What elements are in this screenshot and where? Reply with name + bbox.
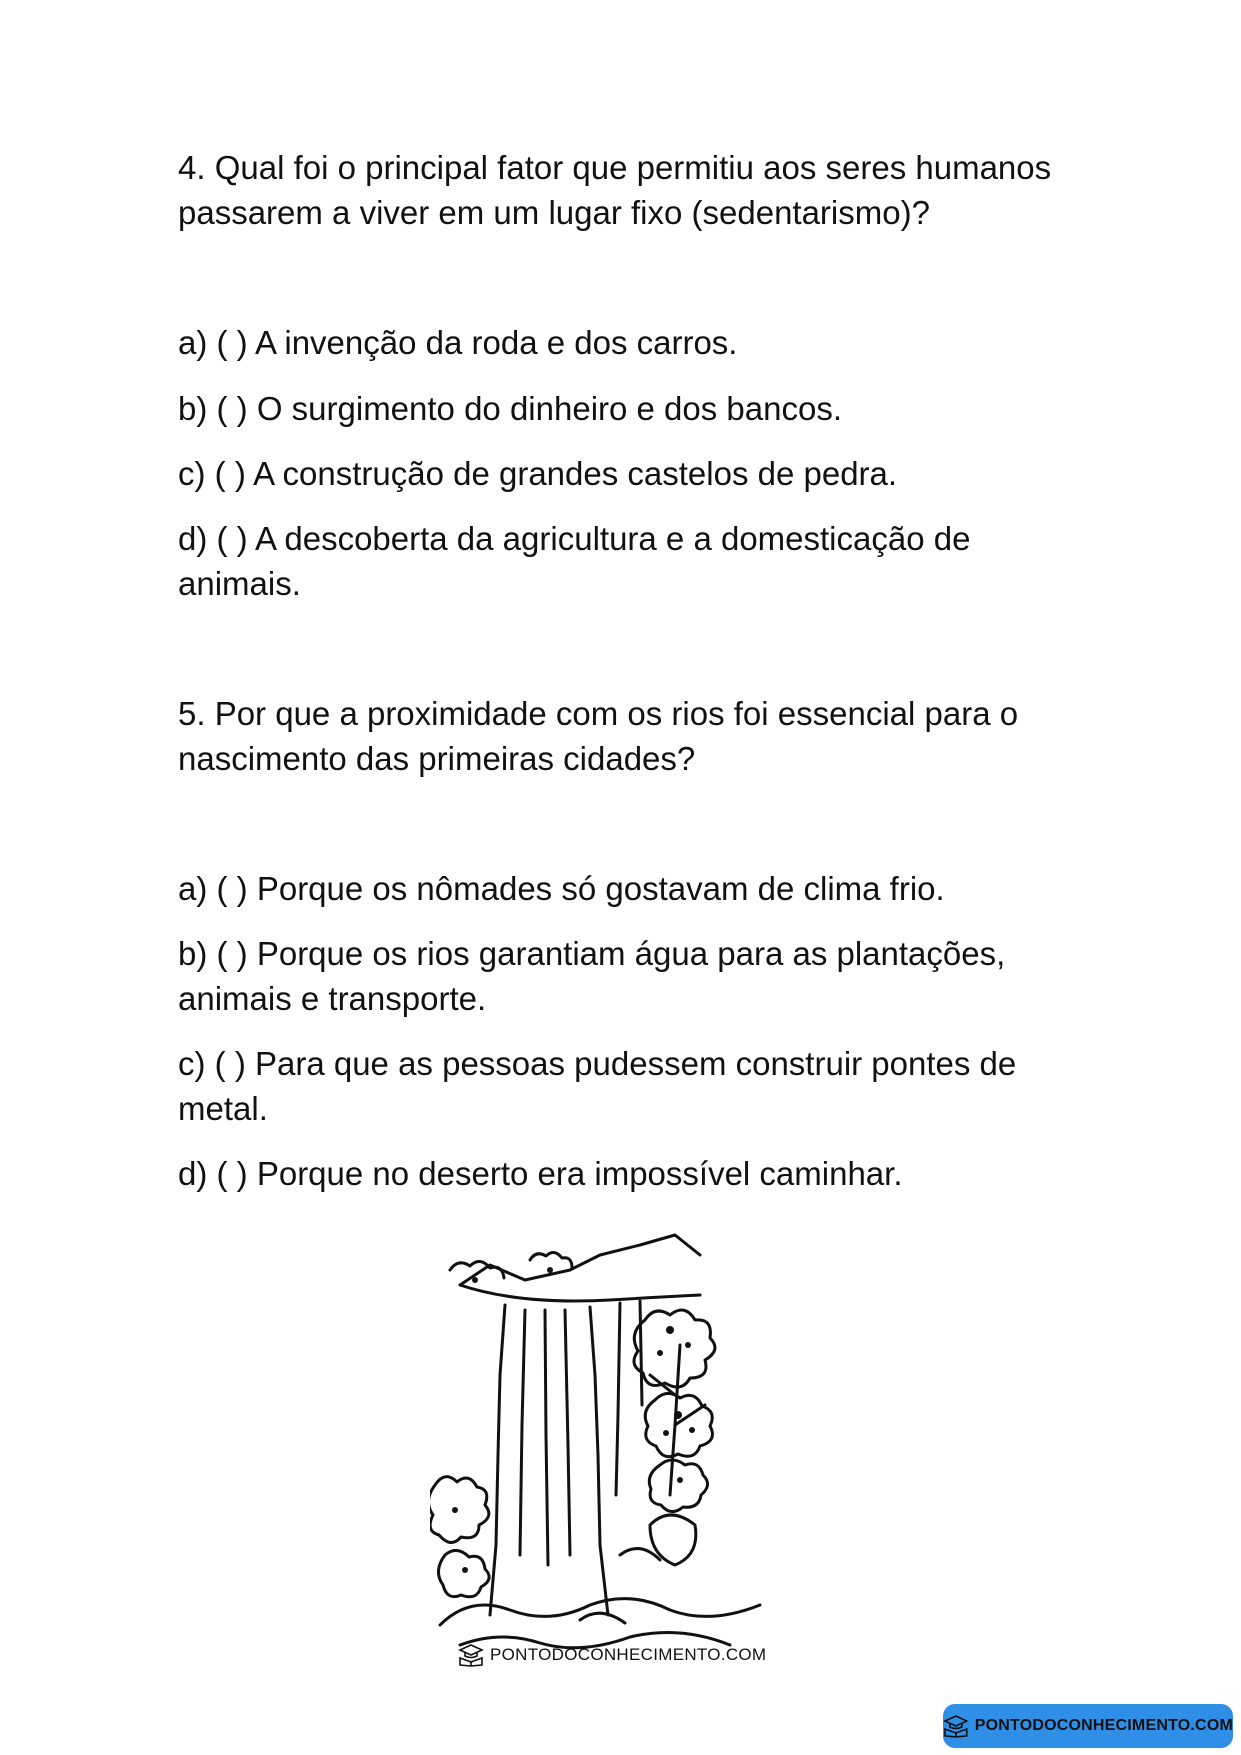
graduation-book-icon	[458, 1643, 484, 1667]
question-5-option-d[interactable]: d) ( ) Porque no deserto era impossível caminhar.	[178, 1155, 903, 1192]
question-4-option-b[interactable]: b) ( ) O surgimento do dinheiro e dos bancos.	[178, 390, 843, 427]
question-4-prompt: 4. Qual foi o principal fator que permitiu aos seres humanos passarem a viver em um lugar fixo (sedentarismo)?	[178, 149, 1052, 231]
question-5-option-c[interactable]: c) ( ) Para que as pessoas pudessem construir pontes de metal.	[178, 1045, 1017, 1127]
graduation-book-icon	[943, 1714, 969, 1738]
question-5-prompt: 5. Por que a proximidade com os rios foi essencial para o nascimento das primeiras cidades?	[178, 695, 1019, 777]
question-5-option-b[interactable]: b) ( ) Porque os rios garantiam água para as plantações, animais e transporte.	[178, 935, 1006, 1017]
footer-brand	[458, 1640, 766, 1670]
question-4-option-d[interactable]: d) ( ) A descoberta da agricultura e a domesticação de animais.	[178, 520, 971, 602]
brand-badge[interactable]	[943, 1704, 1233, 1748]
question-4-option-a[interactable]: a) ( ) A invenção da roda e dos carros.	[178, 324, 738, 361]
question-5-option-a[interactable]: a) ( ) Porque os nômades só gostavam de clima frio.	[178, 870, 945, 907]
question-4-option-c[interactable]: c) ( ) A construção de grandes castelos de pedra.	[178, 455, 898, 492]
footer-brand-text: PONTODOCONHECIMENTO.COM	[490, 1645, 767, 1664]
waterfall-illustration	[430, 1225, 810, 1665]
brand-badge-text: PONTODOCONHECIMENTO.COM	[974, 1717, 1233, 1734]
